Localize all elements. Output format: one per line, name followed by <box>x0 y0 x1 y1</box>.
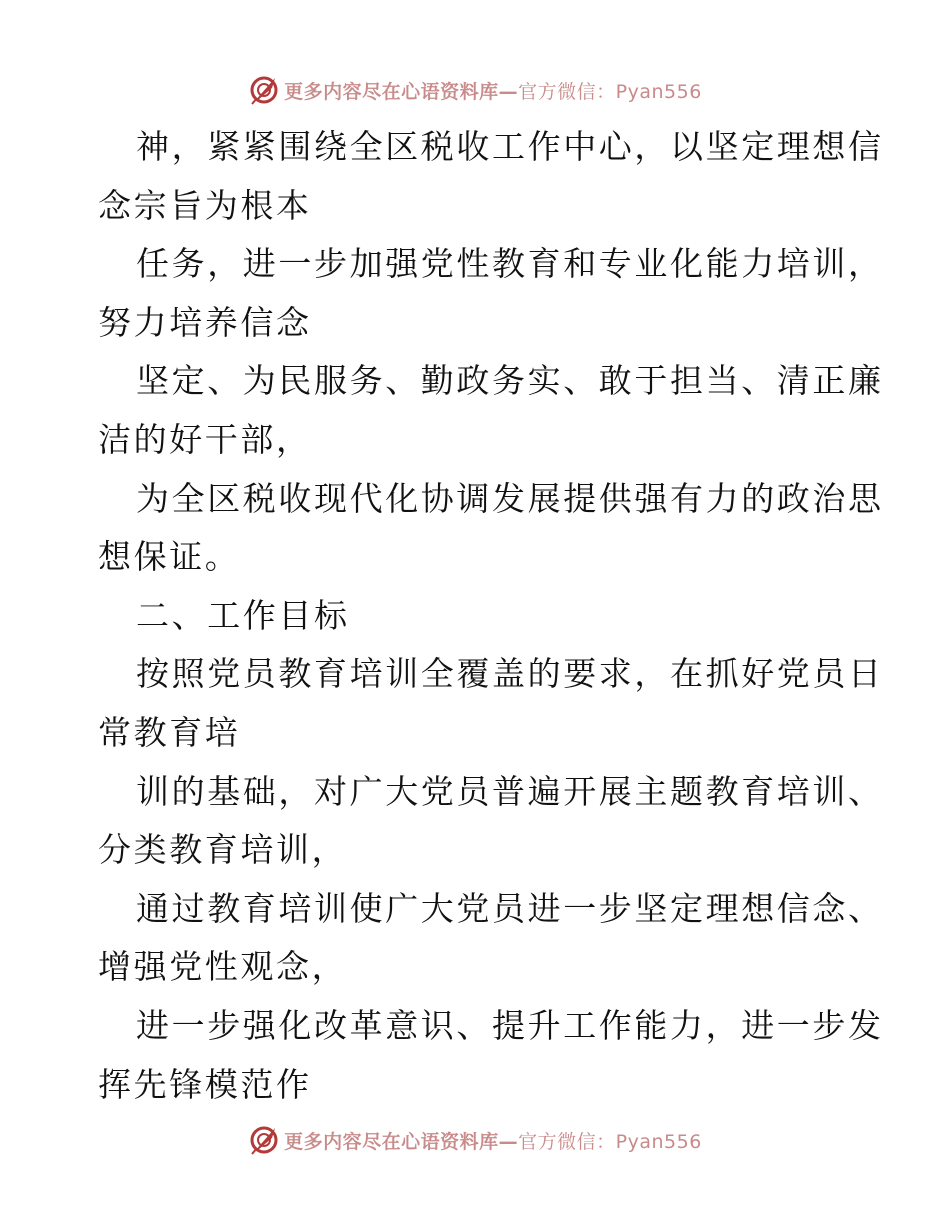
footer-text: 更多内容尽在心语资料库—官方微信：Pyan556 <box>284 1130 702 1153</box>
paragraph-line: 神，紧紧围绕全区税收工作中心，以坚定理想信 <box>136 127 884 166</box>
document-body <box>98 118 884 1114</box>
paragraph-line: 训的基础，对广大党员普遍开展主题教育培训、 <box>136 771 884 811</box>
footer-banner <box>0 1120 950 1160</box>
footer-wechat: 官方微信：Pyan556 <box>518 1130 702 1153</box>
paragraph-line: 为全区税收现代化协调发展提供强有力的政治思 <box>136 478 884 518</box>
quill-logo-icon <box>248 74 280 106</box>
quill-logo-icon <box>248 1124 280 1156</box>
paragraph-line: 想保证。 <box>98 537 241 577</box>
paragraph-line: 通过教育培训使广大党员进一步坚定理想信念、 <box>136 888 884 928</box>
header-wechat: 官方微信：Pyan556 <box>518 80 702 103</box>
paragraph-line: 二、工作目标 <box>136 595 350 635</box>
paragraph-line: 分类教育培训， <box>98 830 348 870</box>
paragraph-line: 挥先锋模范作 <box>98 1064 312 1104</box>
paragraph-line: 努力培养信念 <box>98 302 312 342</box>
paragraph-line: 进一步强化改革意识、提升工作能力，进一步发 <box>136 1005 884 1045</box>
header-banner <box>0 70 950 110</box>
paragraph-line: 按照党员教育培训全覆盖的要求，在抓好党员日 <box>136 654 884 694</box>
header-text: 更多内容尽在心语资料库—官方微信：Pyan556 <box>284 80 702 103</box>
paragraph-line: 坚定、为民服务、勤政务实、敢于担当、清正廉 <box>136 361 884 401</box>
paragraph-line: 增强党性观念， <box>98 947 348 987</box>
paragraph-line: 念宗旨为根本 <box>98 185 312 225</box>
paragraph-line: 常教育培 <box>98 712 241 752</box>
paragraph-line: 任务，进一步加强党性教育和专业化能力培训， <box>136 244 884 284</box>
paragraph-line: 洁的好干部， <box>98 419 312 459</box>
